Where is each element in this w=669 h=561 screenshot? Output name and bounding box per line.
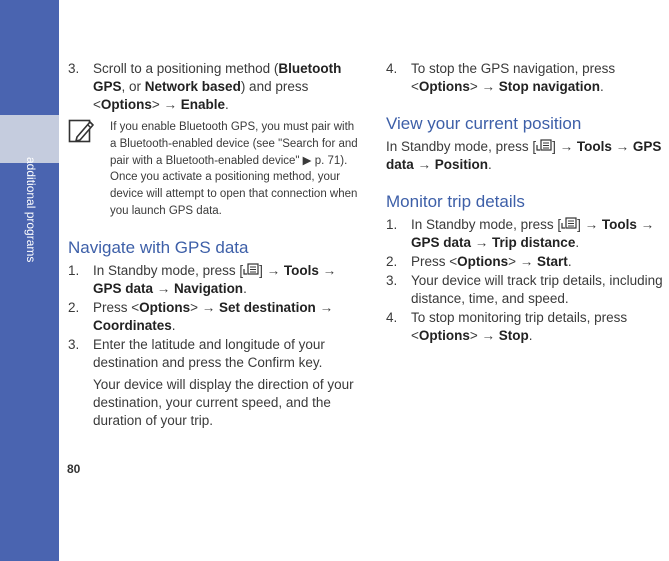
text: → <box>318 262 337 278</box>
keyword: Enable <box>180 97 226 112</box>
step-number: 1. <box>68 262 80 278</box>
text: > → <box>151 97 181 112</box>
text: In Standby mode, press [ <box>411 217 562 232</box>
step-number: 2. <box>68 299 80 315</box>
step-1-trip <box>386 216 669 252</box>
text: . <box>488 157 492 172</box>
keyword: GPS data <box>386 139 662 172</box>
step-3-navigate <box>68 336 358 372</box>
text: To stop the GPS navigation, press < <box>411 61 616 94</box>
step-number: 3. <box>68 61 80 76</box>
text: → <box>471 235 493 250</box>
step-text <box>93 60 358 114</box>
step-3-trip <box>386 272 669 308</box>
keyword: Tools <box>601 217 637 232</box>
text: → <box>413 157 435 172</box>
text: Scroll to a positioning method ( <box>93 61 279 76</box>
text: . <box>171 317 176 333</box>
step-2-trip <box>386 253 669 271</box>
keyword: Options <box>457 254 509 269</box>
text: Press < <box>93 299 140 315</box>
left-column <box>68 60 358 430</box>
keyword: Position <box>434 157 489 172</box>
note-box <box>68 119 358 220</box>
section-title-navigate: Navigate with GPS data <box>68 237 249 257</box>
step-text <box>411 60 669 96</box>
note-text: If you enable Bluetooth GPS, you must pair with a Bluetooth-enabled device (see "Search for and pair with a Bluetooth-enabled device" ▶ p. 71). Once you activate a positioning method, your device will attempt to open that connection when you launch GPS data. <box>110 121 358 217</box>
keyword: Coordinates <box>93 317 172 333</box>
text: . <box>575 235 580 250</box>
text: To stop monitoring trip details, press < <box>411 310 628 343</box>
keyword: Navigation <box>174 280 244 296</box>
section-title-position: View your current position <box>386 114 582 133</box>
keyword: Options <box>418 79 470 94</box>
text: > → <box>508 254 538 269</box>
step-1-navigate <box>68 262 358 298</box>
note-pencil-icon <box>68 119 110 150</box>
step-number: 3. <box>386 273 398 288</box>
step-text: Your device will track trip details, including distance, time, and speed. <box>411 273 663 306</box>
step-number: 3. <box>68 336 80 352</box>
step-number: 1. <box>386 217 398 232</box>
sidebar-highlight-band <box>0 115 59 163</box>
keyword: Stop <box>498 328 529 343</box>
step-2-navigate <box>68 299 358 335</box>
text: ] → <box>577 217 602 232</box>
text: . <box>528 328 533 343</box>
text: ] → <box>259 262 284 278</box>
text: → <box>153 280 175 296</box>
text: → <box>611 139 633 154</box>
text: > → <box>190 299 220 315</box>
text: . <box>225 97 229 112</box>
keyword: Network based <box>144 79 241 94</box>
text: . <box>600 79 604 94</box>
text: . <box>243 280 247 296</box>
step-text: Enter the latitude and longitude of your destination and press the Confirm key. <box>93 336 325 370</box>
text: . <box>567 254 572 269</box>
text: > → <box>469 79 499 94</box>
keyword: GPS data <box>411 235 472 250</box>
menu-key-icon <box>243 263 259 278</box>
right-column <box>386 60 669 346</box>
step-3-positioning <box>68 60 358 114</box>
text: , or <box>121 79 145 94</box>
text: → <box>636 217 655 232</box>
keyword: Options <box>100 97 152 112</box>
keyword: Options <box>418 328 470 343</box>
section-title-trip: Monitor trip details <box>386 192 525 211</box>
menu-key-icon <box>561 217 577 232</box>
keyword: Start <box>537 254 568 269</box>
position-instructions <box>386 138 669 174</box>
step-text <box>411 216 669 252</box>
step-4-trip <box>386 309 669 345</box>
step-text <box>411 253 669 271</box>
text: > → <box>469 328 499 343</box>
keyword: Tools <box>576 139 612 154</box>
menu-key-icon <box>536 139 552 154</box>
keyword: Stop navigation <box>498 79 601 94</box>
keyword: Tools <box>283 262 319 278</box>
keyword: Bluetooth GPS <box>93 61 342 94</box>
step-text <box>93 262 358 298</box>
step-text <box>93 299 358 335</box>
step-4-stop-navigation <box>386 60 669 96</box>
followup-text: Your device will display the direction of your destination, your current speed, and the duration of your trip. <box>93 376 354 428</box>
section-label: additional programs <box>24 157 38 263</box>
text: ] → <box>552 139 577 154</box>
step-text <box>411 309 669 345</box>
text: In Standby mode, press [ <box>386 139 537 154</box>
page-number: 80 <box>67 462 81 476</box>
text: → <box>315 299 334 315</box>
step-number: 4. <box>386 310 398 325</box>
text: Press < <box>411 254 458 269</box>
step-number: 4. <box>386 61 398 76</box>
keyword: Trip distance <box>492 235 576 250</box>
keyword: Options <box>139 299 191 315</box>
step-number: 2. <box>386 254 398 269</box>
text: In Standby mode, press [ <box>93 262 244 278</box>
keyword: GPS data <box>93 280 154 296</box>
sidebar <box>0 0 59 561</box>
text: ) and press < <box>93 79 309 112</box>
keyword: Set destination <box>219 299 316 315</box>
